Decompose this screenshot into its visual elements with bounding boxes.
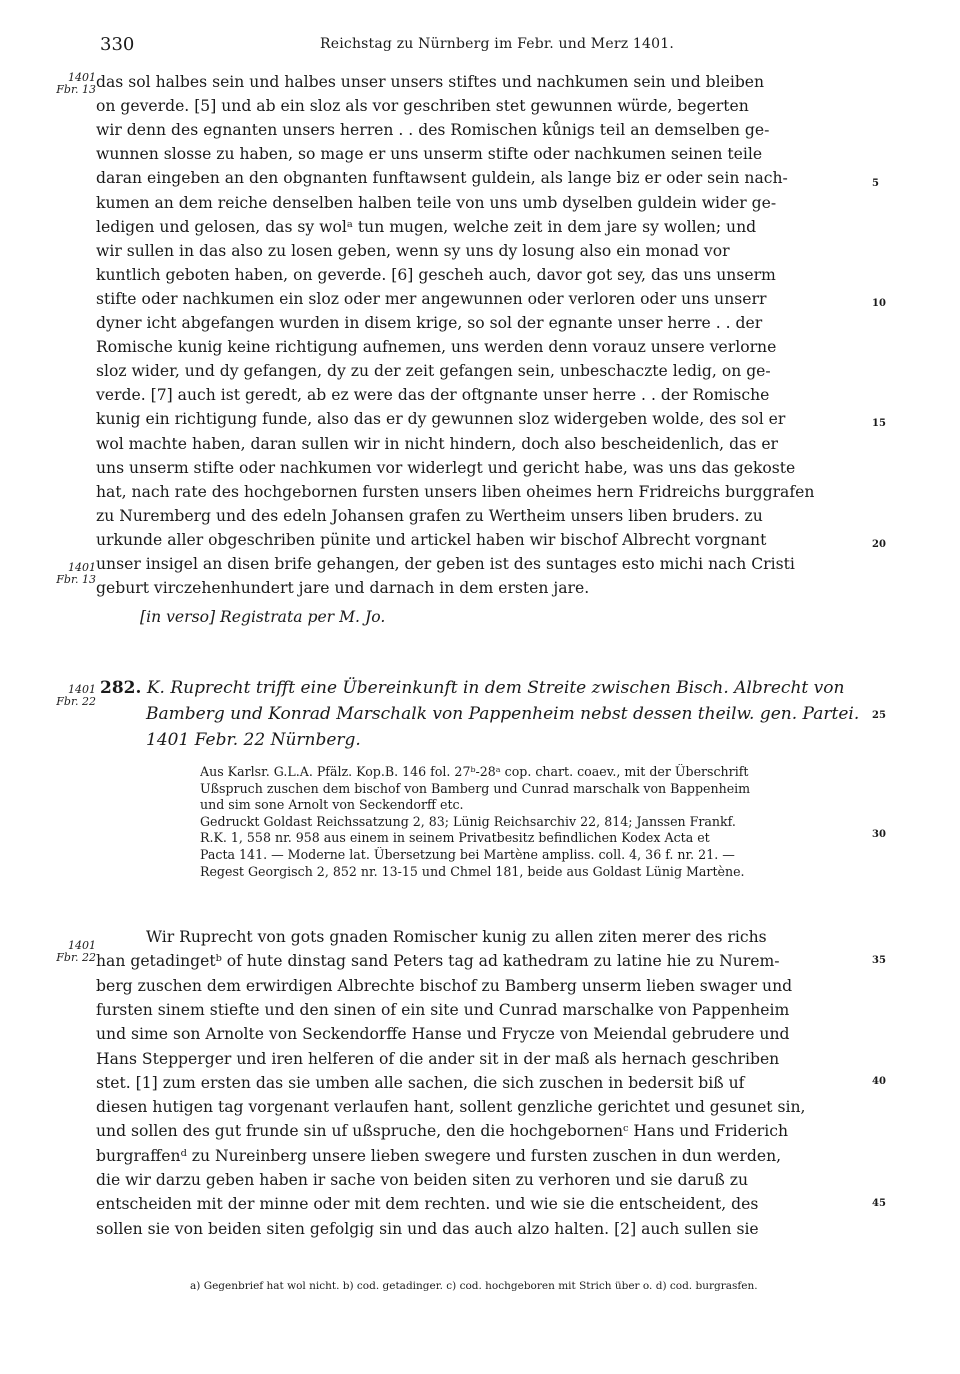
text-line: Pacta 141. — Moderne lat. Übersetzung bei Martène ampliss. coll. 4, 36 f. nr. 21. — — [200, 847, 735, 862]
text-line: kuntlich geboten haben, on geverde. [6] gescheh auch, davor got sey, das uns unserm — [96, 265, 776, 284]
verso-note: [in verso] Registrata per M. Jo. — [140, 608, 386, 626]
text-line: sloz wider, und dy gefangen, dy zu der zeit gefangen sein, unbeschaczte ledig, on ge- — [96, 362, 771, 381]
text-line: verde. [7] auch ist geredt, ab ez were das der oftgnante unser herre . . der Romische — [96, 386, 770, 405]
text-line: sollen sie von beiden siten gefolgig sin und das auch alzo halten. [2] auch sullen sie — [96, 1219, 759, 1238]
text-line: Wir Ruprecht von gots gnaden Romischer kunig zu allen ziten merer des richs — [146, 928, 767, 946]
line-number: 15 — [872, 418, 886, 429]
text-line: berg zuschen dem erwirdigen Albrechte bischof zu Bamberg unserm lieben swager und — [96, 976, 793, 995]
document-heading-text: K. Ruprecht trifft eine Übereinkunft in dem Streite zwischen Bisch. Albrecht von — [146, 678, 845, 698]
document-heading-line — [100, 678, 844, 698]
text-line: und sime son Arnolte von Seckendorffe Hanse und Frycze von Meiendal gebrudere und — [96, 1025, 790, 1044]
line-number: 45 — [872, 1198, 886, 1209]
text-line: wir denn des egnanten unsers herren . . des Romischen kůnigs teil an demselben ge- — [96, 121, 770, 140]
text-line: entscheiden mit der minne oder mit dem rechten. und wie sie die entscheident, des — [96, 1195, 759, 1214]
line-number: 5 — [872, 178, 879, 189]
text-line: fursten sinem stiefte und den sinen of ein site und Cunrad marschalke von Pappenheim — [96, 1000, 790, 1019]
text-line: Gedruckt Goldast Reichssatzung 2, 83; Lünig Reichsarchiv 22, 814; Janssen Frankf. — [200, 813, 736, 829]
line-number: 30 — [872, 829, 886, 840]
line-number: 25 — [872, 710, 886, 721]
margin-date: 1401 Fbr. 13 — [56, 71, 96, 96]
line-number: 10 — [872, 298, 886, 309]
text-line: Aus Karlsr. G.L.A. Pfälz. Kop.B. 146 fol. 27ᵇ-28ᵃ cop. chart. coaev., mit der Überschrift — [200, 764, 749, 779]
text-line: burgraffenᵈ zu Nureinberg unsere lieben swegere und fursten zuschen in dun werden, — [96, 1146, 782, 1165]
text-line: daran eingeben an den obgnanten funftawsent guldein, als lange biz er oder sein nach- — [96, 169, 788, 188]
text-line: und sim sone Arnolt von Seckendorff etc. — [200, 797, 464, 813]
text-line: on geverde. [5] und ab ein sloz als vor geschriben stet gewunnen würde, begerten — [96, 97, 749, 116]
text-line: urkunde aller obgeschriben pünite und artickel haben wir bischof Albrecht vorgnant — [96, 530, 767, 549]
text-line: das sol halbes sein und halbes unser unsers stiftes und nachkumen sein und bleiben — [96, 73, 765, 91]
text-line: und sollen des gut frunde sin uf ußspruche, den die hochgebornenᶜ Hans und Friderich — [96, 1122, 789, 1141]
text-line: wunnen slosse zu haben, so mage er uns unserm stifte oder nachkumen seinen teile — [96, 145, 763, 164]
text-line: hat, nach rate des hochgebornen fursten unsers liben oheimes hern Fridreichs burggrafen — [96, 482, 815, 501]
text-line: kumen an dem reiche denselben halben teile von uns umb dyselben guldein wider ge- — [96, 193, 777, 212]
footnotes: a) Gegenbrief hat wol nicht. b) cod. getadinger. c) cod. hochgeboren mit Strich über o. d) cod. burgrasfen. — [190, 1280, 758, 1292]
text-line: ledigen und gelosen, das sy wolᵃ tun mugen, welche zeit in dem jare sy wollen; und — [96, 217, 757, 236]
document-number: 282. — [100, 678, 142, 698]
document-heading-line: Bamberg und Konrad Marschalk von Pappenheim nebst dessen theilw. gen. Partei. — [146, 704, 860, 724]
text-line: die wir darzu geben haben ir sache von beiden siten zu verhoren und sie daruß zu — [96, 1171, 748, 1189]
line-number: 20 — [872, 539, 886, 550]
margin-date: 1401 Fbr. 13 — [56, 561, 96, 586]
text-line: wol machte haben, daran sullen wir in nicht hindern, doch also bescheidenlich, das er — [96, 434, 779, 453]
text-line: Romische kunig keine richtigung aufnemen, uns werden denn vorauz unsere verlorne — [96, 338, 777, 357]
text-line: R.K. 1, 558 nr. 958 aus einem in seinem Privatbesitz befindlichen Kodex Acta et — [200, 830, 710, 846]
text-line: dyner icht abgefangen wurden in disem krige, so sol der egnante unser herre . . der — [96, 314, 763, 332]
text-line: diesen hutigen tag vorgenant verlaufen hant, sollent genzliche gerichtet und gesunet sin, — [96, 1098, 806, 1117]
text-line: han getadingetᵇ of hute dinstag sand Peters tag ad kathedram zu latine hie zu Nurem- — [96, 952, 780, 971]
running-title: Reichstag zu Nürnberg im Febr. und Merz 1401. — [320, 36, 675, 52]
text-line: kunig ein richtigung funde, also das er dy gewunnen sloz widergeben wolde, des sol er — [96, 410, 786, 429]
text-line: Regest Georgisch 2, 852 nr. 13-15 und Chmel 181, beide aus Goldast Lünig Martène. — [200, 863, 745, 879]
text-line: stet. [1] zum ersten das sie umben alle sachen, die sich zuschen in bedersit biß uf — [96, 1073, 745, 1092]
text-line: stifte oder nachkumen ein sloz oder mer angewunnen oder verloren oder uns unserr — [96, 289, 767, 308]
margin-date: 1401 Fbr. 22 — [56, 939, 96, 964]
margin-date: 1401 Fbr. 22 — [56, 683, 96, 708]
line-number: 40 — [872, 1076, 886, 1087]
document-heading-line: 1401 Febr. 22 Nürnberg. — [146, 730, 361, 750]
line-number: 35 — [872, 955, 886, 966]
text-line: geburt virczehenhundert jare und darnach in dem ersten jare. — [96, 579, 590, 598]
text-line: uns unserm stifte oder nachkumen vor widerlegt und gericht habe, was uns das gekoste — [96, 458, 796, 477]
text-line: zu Nuremberg und des edeln Johansen grafen zu Wertheim unsers liben bruders. zu — [96, 506, 763, 525]
text-line: Hans Stepperger und iren helferen of die ander sit in der maß als hernach geschriben — [96, 1049, 780, 1068]
page-number: 330 — [100, 34, 135, 55]
text-line: unser insigel an disen brife gehangen, der geben ist des suntages esto michi nach Cristi — [96, 555, 795, 573]
text-line: Ußspruch zuschen dem bischof von Bamberg und Cunrad marschalk von Bappenheim — [200, 780, 751, 796]
text-line: wir sullen in das also zu losen geben, wenn sy uns dy losung also ein monad vor — [96, 241, 730, 260]
